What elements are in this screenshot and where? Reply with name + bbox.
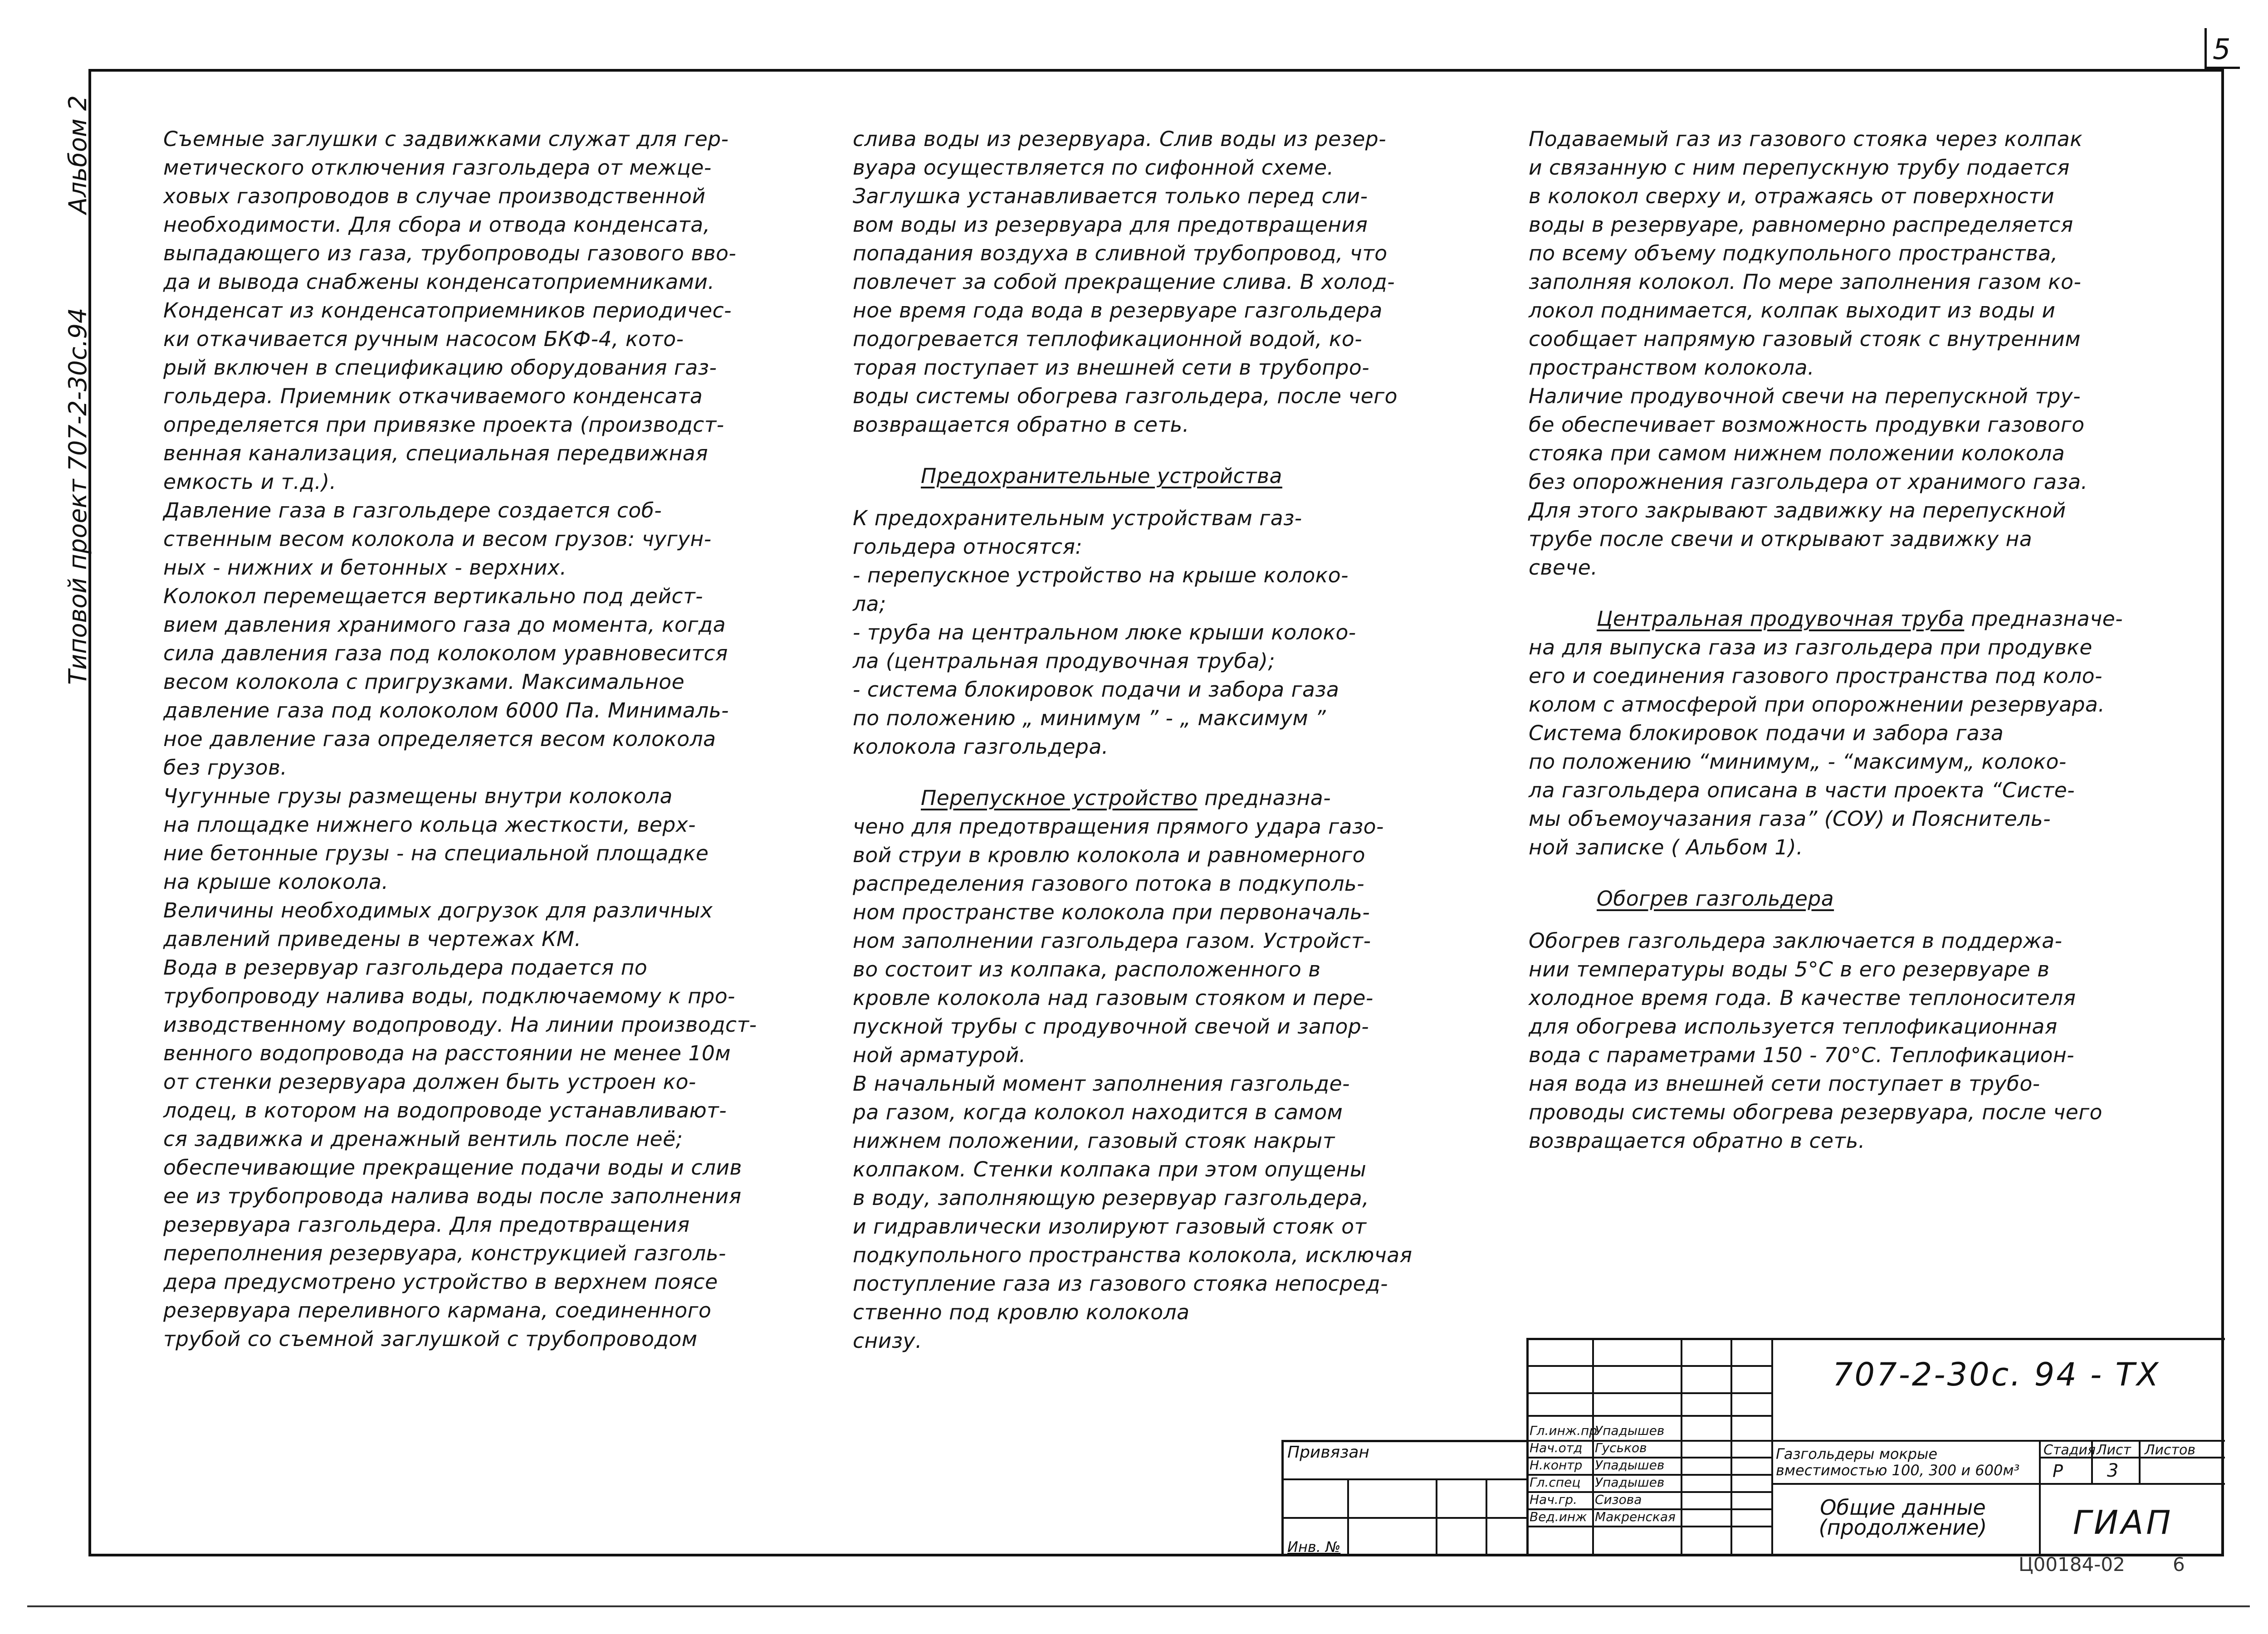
signature-name: Макренская [1595, 1509, 1676, 1524]
side-label-project: Типовой проект 707-2-30с.94 [64, 307, 92, 685]
signature-name: Сизова [1595, 1492, 1642, 1507]
signature-name: Упадышев [1595, 1458, 1665, 1473]
inv-label: Инв. № [1287, 1538, 1341, 1556]
paragraph: Система блокировок подачи и забора газа по положению “минимум„ - “максимум„ колоко- ла газгольдера описана в части проекта “Систе- мы объемоучазания газа” (СОУ) и Пояснитель- ной записке ( Альбом 1). [1529, 721, 2075, 859]
stage-value: Р [2053, 1461, 2063, 1481]
heading-continuation: предназначе- [1964, 607, 2123, 631]
signature-role: Вед.инж [1530, 1509, 1587, 1524]
paragraph: В начальный момент заполнения газгольде- ра газом, когда колокол находится в самом нижнем положении, газовый стояк накрыт колпаком. Стенки колпака при этом опущены в воду, заполняющую резервуар газгольдера, и гидравлически изолируют газовый стояк от подкупольного пространства колокола, исключая поступление газа из газового стояка непосред- ственно под кровлю колокола снизу. [853, 1072, 1413, 1353]
signature-name: Упадышев [1595, 1475, 1665, 1490]
drawing-designation: 707-2-30с. 94 - ТХ [1833, 1356, 2160, 1393]
signature-role: Н.контр [1530, 1458, 1583, 1473]
privyazan-label: Привязан [1287, 1443, 1369, 1462]
heading-text: Предохранительные устройства [921, 464, 1282, 488]
paragraph: Давление газа в газгольдере создается соб- ственным весом колокола и весом грузов: чугун- ных - нижних и бетонных - верхних. [163, 498, 712, 580]
stage-header: Стадия [2043, 1442, 2096, 1458]
paragraph: Подаваемый газ из газового стояка через колпак и связанную с ним перепускную трубу подается в колокол сверху и, отражаясь от поверхности воды в резервуаре, равномерно распределяется по всему объему подкупольного пространства, заполняя колокол. По мере заполнения газом ко- локол поднимается, колпак выходит из воды и сообщает напрямую газовый стояк с внутренним пространством колокола. [1529, 127, 2083, 380]
section-heading [853, 784, 1524, 812]
side-label-album: Альбом 2 [64, 95, 92, 214]
section-heading [1529, 605, 2200, 633]
signature-role: Нач.отд [1530, 1440, 1583, 1455]
signature-role: Гл.спец [1530, 1475, 1581, 1490]
object-name: Газгольдеры мокрые вместимостью 100, 300 и 600м³ [1776, 1445, 2020, 1479]
paragraph: слива воды из резервуара. Слив воды из резер- вуара осуществляется по сифонной схеме. Заглушка устанавливается только перед сли- вом воды из резервуара для предотвращения попадания воздуха в сливной трубопровод, что повлечет за собой прекращение слива. В холод- ное время года вода в резервуаре газгольдера подогревается теплофикационной водой, ко- торая поступает из внешней сети в трубопро- воды системы обогрева газгольдера, после чего возвращается обратно в сеть. [853, 127, 1398, 437]
paragraph: чено для предотвращения прямого удара газо- вой струи в кровлю колокола и равномерного распределения газового потока в подкуполь- ном пространстве колокола при первоначаль- ном заполнении газгольдера газом. Устройст- во состоит из колпака, расположенного в кровле колокола над газовым стояком и пере- пускной трубы с продувочной свечой и запор- ной арматурой. [853, 815, 1384, 1067]
signature-name: Гуськов [1595, 1440, 1647, 1455]
paragraph: К предохранительным устройствам газ- гольдера относятся: - перепускное устройство на крыше колоко- ла; - труба на центральном люке крыши колоко- ла (центральная продувочная труба); - система блокировок подачи и забора газа по положению „ минимум ” - „ максимум ” колокола газгольдера. [853, 506, 1356, 759]
signature-role: Гл.инж.пр [1530, 1423, 1598, 1438]
sheet-value: 3 [2107, 1460, 2119, 1481]
heading-text: Обогрев газгольдера [1597, 887, 1834, 911]
signature-name: Упадышев [1595, 1423, 1665, 1438]
document-title: Общие данные (продолжение) [1818, 1495, 1987, 1540]
paragraph: Величины необходимых догрузок для различных давлений приведены в чертежах КМ. [163, 898, 713, 951]
paragraph: на для выпуска газа из газгольдера при продувке его и соединения газового пространства под коло- колом с атмосферой при опорожнении резервуара. [1529, 635, 2105, 717]
side-label [64, 95, 95, 685]
paragraph: Колокол перемещается вертикально под дейст- вием давления хранимого газа до момента, когда сила давления газа под колоколом уравновесится весом колокола с пригрузками. Максимальное давление газа под колоколом 6000 Па. Минималь- ное давление газа определяется весом колокола без грузов. [163, 584, 729, 780]
paragraph: Вода в резервуар газгольдера подается по трубопроводу налива воды, подключаемому к про- изводственному водопроводу. На линии производст- венного водопровода на расстоянии не менее 10м от стенки резервуара должен быть устроен ко- лодец, в котором на водопроводе устанавливают- ся задвижка и дренажный вентиль после неё; обеспечивающие прекращение подачи воды и слив ее из трубопровода налива воды после заполнения резервуара газгольдера. Для предотвращения переполнения резервуара, конструкцией газголь- дера предусмотрено устройство в верхнем поясе резервуара переливного кармана, соединенного трубой со съемной заглушкой с трубопроводом [163, 956, 757, 1351]
heading-text: Центральная продувочная труба [1597, 607, 1965, 631]
heading-continuation: предназна- [1198, 786, 1331, 810]
section-heading [853, 462, 1524, 490]
heading-text: Перепускное устройство [921, 786, 1198, 810]
section-heading [1529, 884, 2200, 913]
paragraph: Обогрев газгольдера заключается в поддержа- нии температуры воды 5°С в его резервуаре в холодное время года. В качестве теплоносителя для обогрева используется теплофикационная вода с параметрами 150 - 70°С. Теплофикацион- ная вода из внешней сети поступает в трубо- проводы системы обогрева резервуара, после чего возвращается обратно в сеть. [1529, 929, 2102, 1153]
text-column-right [1529, 125, 2200, 1155]
paragraph: Чугунные грузы размещены внутри колокола на площадке нижнего кольца жесткости, верх- ние бетонные грузы - на специальной площадке на крыше колокола. [163, 784, 709, 894]
footer-number: 6 [2173, 1553, 2185, 1575]
sheets-header: Листов [2145, 1442, 2196, 1458]
sheet-header: Лист [2097, 1442, 2131, 1458]
text-column-middle [853, 125, 1524, 1355]
paragraph: Наличие продувочной свечи на перепускной тру- бе обеспечивает возможность продувки газового стояка при самом нижнем положении колокола без опорожнения газгольдера от хранимого газа. Для этого закрывают задвижку на перепускной трубе после свечи и открывают задвижку на свече. [1529, 384, 2088, 580]
paragraph: Съемные заглушки с задвижками служат для гер- метического отключения газгольдера от межце- ховых газопроводов в случае производственной необходимости. Для сбора и отвода конденсата, выпадающего из газа, трубопроводы газового вво- да и вывода снабжены конденсатоприемниками. Конденсат из конденсатоприемников периодичес- ки откачивается ручным насосом БКФ-4, кото- рый включен в спецификацию оборудования газ- гольдера. Приемник откачиваемого конденсата определяется при привязке проекта (производст- венная канализация, специальная передвижная емкость и т.д.). [163, 127, 737, 494]
bottom-trim-line [27, 1605, 2250, 1607]
signature-role: Нач.гр. [1530, 1492, 1578, 1507]
footer-code: Ц00184-02 [2019, 1553, 2125, 1575]
organization-name: ГИАП [2073, 1503, 2174, 1541]
text-column-left [163, 125, 835, 1353]
sheet-number: 5 [2213, 33, 2231, 66]
